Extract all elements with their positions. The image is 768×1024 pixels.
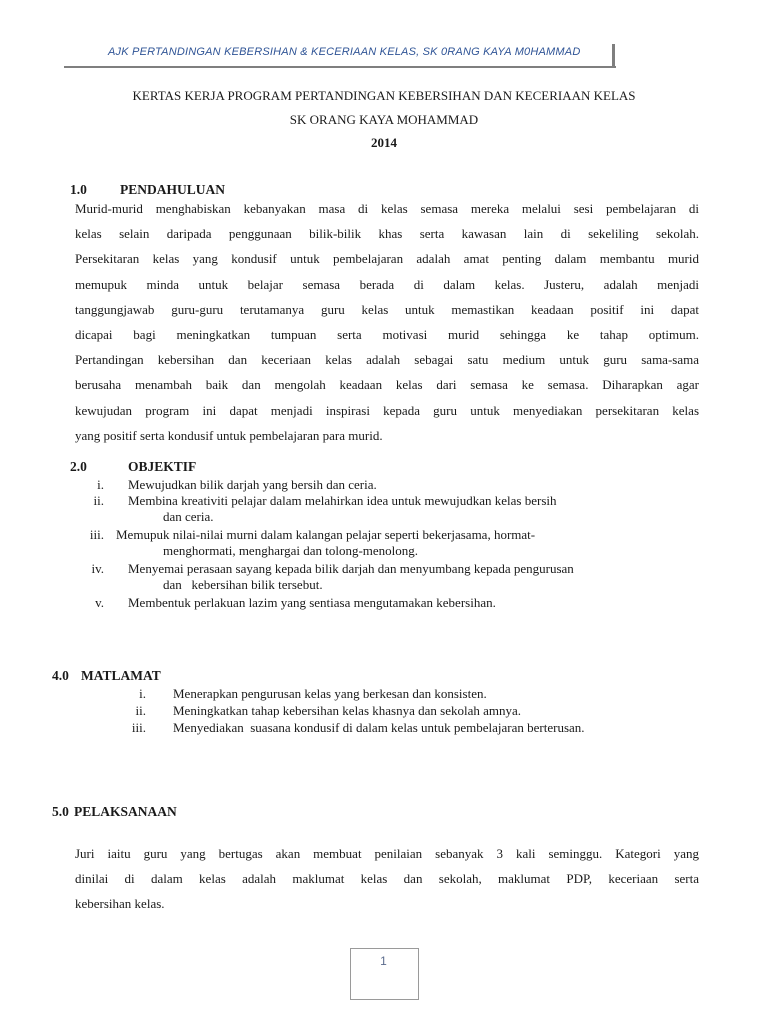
goal-number: i.: [139, 686, 146, 701]
objective-number: i.: [97, 477, 104, 492]
paragraph-line: kelas selain daripada penggunaan bilik-bilik khas serta kawasan lain di sekeliling sekolah.: [75, 226, 699, 242]
objective-number: iii.: [89, 527, 104, 542]
objective-number: v.: [95, 595, 104, 610]
objective-text: Membentuk perlakuan lazim yang sentiasa mengutamakan kebersihan.: [128, 595, 496, 610]
objective-text-continued: menghormati, menghargai dan tolong-menolong.: [163, 543, 419, 558]
paragraph-line: yang positif serta kondusif untuk pembelajaran para murid.: [75, 427, 383, 443]
document-title-line1: KERTAS KERJA PROGRAM PERTANDINGAN KEBERSIHAN DAN KECERIAAN KELAS: [132, 88, 636, 103]
section1-paragraph: [75, 196, 699, 448]
section4-number: 4.0: [52, 668, 69, 683]
objective-number: iv.: [91, 561, 104, 576]
section2-number: 2.0: [70, 459, 87, 474]
goal-text: Menerapkan pengurusan kelas yang berkesan dan konsisten.: [173, 686, 487, 701]
paragraph-line: dinilai di dalam kelas adalah maklumat kelas dan sekolah, maklumat PDP, keceriaan serta: [75, 871, 699, 887]
paragraph-line: Juri iaitu guru yang bertugas akan membuat penilaian sebanyak 3 kali seminggu. Kategori yang: [75, 846, 699, 861]
paragraph-line: kewujudan program ini dapat menjadi inspirasi kepada guru untuk menyediakan persekitaran kelas: [75, 402, 699, 418]
paragraph-line: berusaha menambah baik dan mengolah keadaan kelas dari semasa ke semasa. Diharapkan agar: [75, 377, 699, 393]
paragraph-line: kebersihan kelas.: [75, 896, 165, 912]
section4-heading: MATLAMAT: [81, 668, 161, 683]
section5-paragraph: [75, 841, 699, 917]
section1-heading: PENDAHULUAN: [120, 182, 226, 197]
objective-text: Memupuk nilai-nilai murni dalam kalangan pelajar seperti bekerjasama, hormat-: [116, 527, 536, 542]
paragraph-line: Persekitaran kelas yang kondusif untuk pembelajaran adalah amat penting dalam membantu murid: [75, 251, 699, 267]
objective-text-continued: dan kebersihan bilik tersebut.: [163, 577, 323, 592]
paragraph-line: Pertandingan kebersihan dan keceriaan kelas adalah sebagai satu medium untuk guru sama-sama: [75, 352, 699, 368]
page-number: 1: [380, 954, 387, 968]
goal-number: ii.: [135, 703, 146, 718]
section1-number: 1.0: [70, 182, 87, 197]
goal-text: Meningkatkan tahap kebersihan kelas khasnya dan sekolah amnya.: [173, 703, 521, 718]
objective-number: ii.: [93, 493, 104, 508]
goal-text: Menyediakan suasana kondusif di dalam kelas untuk pembelajaran berterusan.: [173, 720, 585, 735]
running-header: AJK PERTANDINGAN KEBERSIHAN & KECERIAAN KELAS, SK 0RANG KAYA M0HAMMAD: [108, 46, 581, 58]
paragraph-line: tanggungjawab guru-guru terutamanya guru kelas untuk memastikan keadaan positif ini dapat: [75, 301, 699, 317]
objective-text: Mewujudkan bilik darjah yang bersih dan ceria.: [128, 477, 377, 492]
paragraph-line: Murid-murid menghabiskan kebanyakan masa di kelas semasa mereka melalui sesi pembelajaran di: [75, 201, 699, 216]
paragraph-line: memupuk minda untuk belajar semasa berada di dalam kelas. Justeru, adalah menjadi: [75, 276, 699, 292]
section5-number: 5.0: [52, 804, 69, 819]
document-title-line2: SK ORANG KAYA MOHAMMAD: [289, 112, 479, 127]
document-year: 2014: [371, 135, 397, 150]
goal-number: iii.: [131, 720, 146, 735]
header-vertical-bar: [612, 44, 615, 68]
objective-text-continued: dan ceria.: [163, 509, 214, 524]
paragraph-line: dicapai bagi meningkatkan tumpuan serta motivasi murid sehingga ke tahap optimum.: [75, 327, 699, 343]
header-rule: [64, 66, 616, 68]
objective-text: Membina kreativiti pelajar dalam melahirkan idea untuk mewujudkan kelas bersih: [128, 493, 557, 508]
section5-heading: PELAKSANAAN: [74, 804, 177, 819]
section2-heading: OBJEKTIF: [128, 459, 197, 474]
objective-text: Menyemai perasaan sayang kepada bilik darjah dan menyumbang kepada pengurusan: [128, 561, 574, 576]
